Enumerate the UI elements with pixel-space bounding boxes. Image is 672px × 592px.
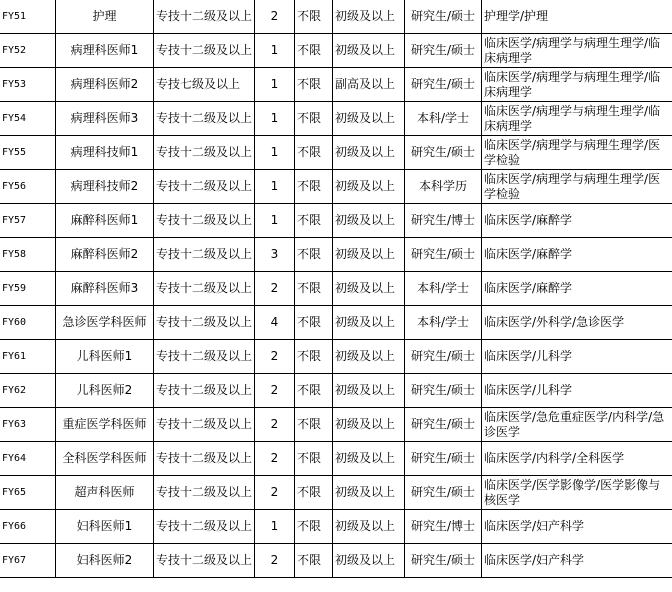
professional-rank-cell: 初级及以上 bbox=[333, 170, 405, 204]
table-row bbox=[0, 238, 672, 272]
post-level-cell: 专技十二级及以上 bbox=[154, 204, 255, 238]
post-level-cell: 专技十二级及以上 bbox=[154, 238, 255, 272]
restriction-cell: 不限 bbox=[295, 136, 333, 170]
table-row bbox=[0, 544, 672, 578]
position-name-cell: 重症医学科医师 bbox=[56, 408, 154, 442]
restriction-cell: 不限 bbox=[295, 272, 333, 306]
position-name-cell: 麻醉科医师2 bbox=[56, 238, 154, 272]
restriction-cell: 不限 bbox=[295, 0, 333, 34]
headcount-cell: 2 bbox=[255, 408, 295, 442]
restriction-cell: 不限 bbox=[295, 340, 333, 374]
professional-rank-cell: 初级及以上 bbox=[333, 34, 405, 68]
professional-rank-cell: 初级及以上 bbox=[333, 374, 405, 408]
major-cell: 临床医学/麻醉学 bbox=[482, 238, 672, 272]
restriction-cell: 不限 bbox=[295, 238, 333, 272]
headcount-cell: 4 bbox=[255, 306, 295, 340]
position-name-cell: 儿科医师2 bbox=[56, 374, 154, 408]
table-row bbox=[0, 0, 672, 34]
table-row bbox=[0, 136, 672, 170]
major-cell: 临床医学/麻醉学 bbox=[482, 204, 672, 238]
professional-rank-cell: 初级及以上 bbox=[333, 476, 405, 510]
position-name-cell: 全科医学科医师 bbox=[56, 442, 154, 476]
major-cell: 临床医学/内科学/全科医学 bbox=[482, 442, 672, 476]
position-code-cell: FY53 bbox=[0, 68, 56, 102]
post-level-cell: 专技十二级及以上 bbox=[154, 306, 255, 340]
table-row bbox=[0, 272, 672, 306]
position-code-cell: FY64 bbox=[0, 442, 56, 476]
table-row bbox=[0, 340, 672, 374]
headcount-cell: 1 bbox=[255, 102, 295, 136]
position-code-cell: FY66 bbox=[0, 510, 56, 544]
professional-rank-cell: 初级及以上 bbox=[333, 408, 405, 442]
position-name-cell: 麻醉科医师1 bbox=[56, 204, 154, 238]
major-cell: 护理学/护理 bbox=[482, 0, 672, 34]
post-level-cell: 专技十二级及以上 bbox=[154, 34, 255, 68]
restriction-cell: 不限 bbox=[295, 442, 333, 476]
position-code-cell: FY62 bbox=[0, 374, 56, 408]
education-cell: 本科/学士 bbox=[405, 272, 482, 306]
position-name-cell: 护理 bbox=[56, 0, 154, 34]
post-level-cell: 专技十二级及以上 bbox=[154, 510, 255, 544]
position-code-cell: FY54 bbox=[0, 102, 56, 136]
education-cell: 研究生/硕士 bbox=[405, 374, 482, 408]
headcount-cell: 2 bbox=[255, 476, 295, 510]
post-level-cell: 专技十二级及以上 bbox=[154, 272, 255, 306]
position-name-cell: 病理科技师1 bbox=[56, 136, 154, 170]
education-cell: 研究生/硕士 bbox=[405, 238, 482, 272]
post-level-cell: 专技十二级及以上 bbox=[154, 0, 255, 34]
professional-rank-cell: 初级及以上 bbox=[333, 340, 405, 374]
major-cell: 临床医学/病理学与病理生理学/医学检验 bbox=[482, 170, 672, 204]
headcount-cell: 2 bbox=[255, 374, 295, 408]
major-cell: 临床医学/医学影像学/医学影像与核医学 bbox=[482, 476, 672, 510]
headcount-cell: 1 bbox=[255, 34, 295, 68]
education-cell: 研究生/硕士 bbox=[405, 408, 482, 442]
table-row bbox=[0, 204, 672, 238]
major-cell: 临床医学/病理学与病理生理学/临床病理学 bbox=[482, 102, 672, 136]
professional-rank-cell: 初级及以上 bbox=[333, 272, 405, 306]
education-cell: 研究生/硕士 bbox=[405, 442, 482, 476]
restriction-cell: 不限 bbox=[295, 510, 333, 544]
education-cell: 研究生/硕士 bbox=[405, 0, 482, 34]
position-code-cell: FY52 bbox=[0, 34, 56, 68]
position-name-cell: 病理科技师2 bbox=[56, 170, 154, 204]
post-level-cell: 专技十二级及以上 bbox=[154, 170, 255, 204]
post-level-cell: 专技十二级及以上 bbox=[154, 544, 255, 578]
professional-rank-cell: 初级及以上 bbox=[333, 442, 405, 476]
major-cell: 临床医学/麻醉学 bbox=[482, 272, 672, 306]
education-cell: 研究生/博士 bbox=[405, 204, 482, 238]
table-row bbox=[0, 68, 672, 102]
position-name-cell: 儿科医师1 bbox=[56, 340, 154, 374]
education-cell: 本科学历 bbox=[405, 170, 482, 204]
restriction-cell: 不限 bbox=[295, 34, 333, 68]
headcount-cell: 1 bbox=[255, 510, 295, 544]
position-code-cell: FY56 bbox=[0, 170, 56, 204]
position-name-cell: 麻醉科医师3 bbox=[56, 272, 154, 306]
professional-rank-cell: 初级及以上 bbox=[333, 306, 405, 340]
restriction-cell: 不限 bbox=[295, 68, 333, 102]
table-row bbox=[0, 442, 672, 476]
education-cell: 研究生/硕士 bbox=[405, 136, 482, 170]
professional-rank-cell: 初级及以上 bbox=[333, 544, 405, 578]
post-level-cell: 专技七级及以上 bbox=[154, 68, 255, 102]
major-cell: 临床医学/儿科学 bbox=[482, 374, 672, 408]
education-cell: 研究生/硕士 bbox=[405, 34, 482, 68]
table-row bbox=[0, 102, 672, 136]
headcount-cell: 1 bbox=[255, 204, 295, 238]
position-code-cell: FY58 bbox=[0, 238, 56, 272]
position-code-cell: FY63 bbox=[0, 408, 56, 442]
education-cell: 研究生/硕士 bbox=[405, 476, 482, 510]
position-name-cell: 病理科医师3 bbox=[56, 102, 154, 136]
position-code-cell: FY65 bbox=[0, 476, 56, 510]
major-cell: 临床医学/儿科学 bbox=[482, 340, 672, 374]
education-cell: 研究生/博士 bbox=[405, 510, 482, 544]
headcount-cell: 2 bbox=[255, 0, 295, 34]
headcount-cell: 2 bbox=[255, 272, 295, 306]
headcount-cell: 2 bbox=[255, 340, 295, 374]
education-cell: 本科/学士 bbox=[405, 306, 482, 340]
headcount-cell: 2 bbox=[255, 544, 295, 578]
position-code-cell: FY57 bbox=[0, 204, 56, 238]
post-level-cell: 专技十二级及以上 bbox=[154, 102, 255, 136]
restriction-cell: 不限 bbox=[295, 204, 333, 238]
post-level-cell: 专技十二级及以上 bbox=[154, 374, 255, 408]
position-code-cell: FY61 bbox=[0, 340, 56, 374]
professional-rank-cell: 副高及以上 bbox=[333, 68, 405, 102]
major-cell: 临床医学/病理学与病理生理学/临床病理学 bbox=[482, 68, 672, 102]
headcount-cell: 1 bbox=[255, 68, 295, 102]
table-row bbox=[0, 170, 672, 204]
professional-rank-cell: 初级及以上 bbox=[333, 0, 405, 34]
education-cell: 研究生/硕士 bbox=[405, 544, 482, 578]
post-level-cell: 专技十二级及以上 bbox=[154, 442, 255, 476]
restriction-cell: 不限 bbox=[295, 102, 333, 136]
table-row bbox=[0, 374, 672, 408]
headcount-cell: 1 bbox=[255, 170, 295, 204]
table-row bbox=[0, 408, 672, 442]
position-code-cell: FY67 bbox=[0, 544, 56, 578]
major-cell: 临床医学/病理学与病理生理学/医学检验 bbox=[482, 136, 672, 170]
post-level-cell: 专技十二级及以上 bbox=[154, 136, 255, 170]
major-cell: 临床医学/外科学/急诊医学 bbox=[482, 306, 672, 340]
restriction-cell: 不限 bbox=[295, 170, 333, 204]
education-cell: 研究生/硕士 bbox=[405, 68, 482, 102]
professional-rank-cell: 初级及以上 bbox=[333, 136, 405, 170]
restriction-cell: 不限 bbox=[295, 408, 333, 442]
table-row bbox=[0, 510, 672, 544]
major-cell: 临床医学/妇产科学 bbox=[482, 544, 672, 578]
headcount-cell: 3 bbox=[255, 238, 295, 272]
position-code-cell: FY60 bbox=[0, 306, 56, 340]
table-row bbox=[0, 476, 672, 510]
major-cell: 临床医学/病理学与病理生理学/临床病理学 bbox=[482, 34, 672, 68]
professional-rank-cell: 初级及以上 bbox=[333, 238, 405, 272]
restriction-cell: 不限 bbox=[295, 306, 333, 340]
position-name-cell: 急诊医学科医师 bbox=[56, 306, 154, 340]
position-name-cell: 超声科医师 bbox=[56, 476, 154, 510]
professional-rank-cell: 初级及以上 bbox=[333, 204, 405, 238]
post-level-cell: 专技十二级及以上 bbox=[154, 340, 255, 374]
post-level-cell: 专技十二级及以上 bbox=[154, 476, 255, 510]
professional-rank-cell: 初级及以上 bbox=[333, 102, 405, 136]
position-name-cell: 妇科医师1 bbox=[56, 510, 154, 544]
professional-rank-cell: 初级及以上 bbox=[333, 510, 405, 544]
major-cell: 临床医学/急危重症医学/内科学/急诊医学 bbox=[482, 408, 672, 442]
headcount-cell: 1 bbox=[255, 136, 295, 170]
table-row bbox=[0, 306, 672, 340]
position-code-cell: FY51 bbox=[0, 0, 56, 34]
restriction-cell: 不限 bbox=[295, 476, 333, 510]
position-name-cell: 妇科医师2 bbox=[56, 544, 154, 578]
post-level-cell: 专技十二级及以上 bbox=[154, 408, 255, 442]
table-row bbox=[0, 34, 672, 68]
position-name-cell: 病理科医师2 bbox=[56, 68, 154, 102]
education-cell: 本科/学士 bbox=[405, 102, 482, 136]
position-code-cell: FY59 bbox=[0, 272, 56, 306]
position-name-cell: 病理科医师1 bbox=[56, 34, 154, 68]
restriction-cell: 不限 bbox=[295, 544, 333, 578]
position-code-cell: FY55 bbox=[0, 136, 56, 170]
major-cell: 临床医学/妇产科学 bbox=[482, 510, 672, 544]
restriction-cell: 不限 bbox=[295, 374, 333, 408]
headcount-cell: 2 bbox=[255, 442, 295, 476]
education-cell: 研究生/硕士 bbox=[405, 340, 482, 374]
